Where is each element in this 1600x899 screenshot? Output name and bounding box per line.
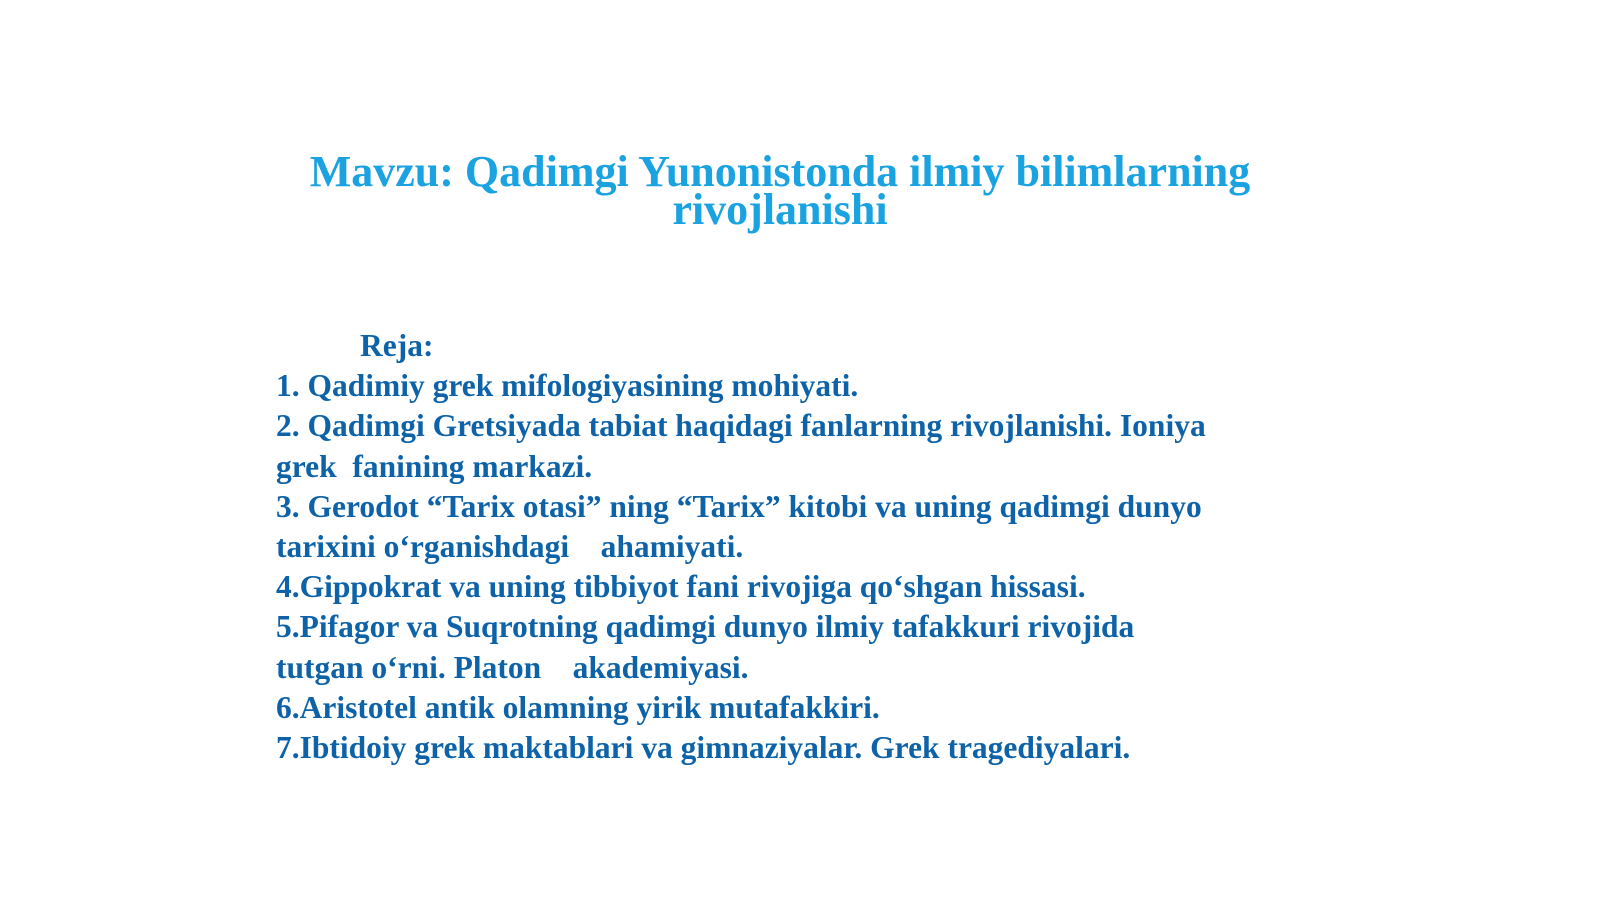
plan-line: tutgan o‘rni. Platon akademiyasi. (276, 649, 749, 685)
plan-line: 3. Gerodot “Tarix otasi” ning “Tarix” kitobi va uning qadimgi dunyo (276, 488, 1202, 524)
plan-line: 6.Aristotel antik olamning yirik mutafakkiri. (276, 689, 880, 725)
plan-line: tarixini o‘rganishdagi ahamiyati. (276, 529, 744, 565)
plan-line: 2. Qadimgi Gretsiyada tabiat haqidagi fanlarning rivojlanishi. Ioniya (276, 408, 1206, 444)
slide-title (280, 147, 1280, 234)
title-line-2: rivojlanishi (672, 185, 888, 234)
plan-section (276, 326, 1296, 768)
plan-line: 1. Qadimiy grek mifologiyasining mohiyati. (276, 368, 859, 404)
plan-line: grek fanining markazi. (276, 448, 593, 484)
plan-heading: Reja: (360, 328, 434, 363)
plan-line: 7.Ibtidoiy grek maktablari va gimnaziyalar. Grek tragediyalari. (276, 730, 1131, 766)
title-line-1: Mavzu: Qadimgi Yunonistonda ilmiy bilimlarning (309, 147, 1251, 196)
plan-line: 4.Gippokrat va uning tibbiyot fani rivojiga qo‘shgan hissasi. (276, 569, 1086, 605)
plan-line: 5.Pifagor va Suqrotning qadimgi dunyo ilmiy tafakkuri rivojida (276, 609, 1135, 645)
